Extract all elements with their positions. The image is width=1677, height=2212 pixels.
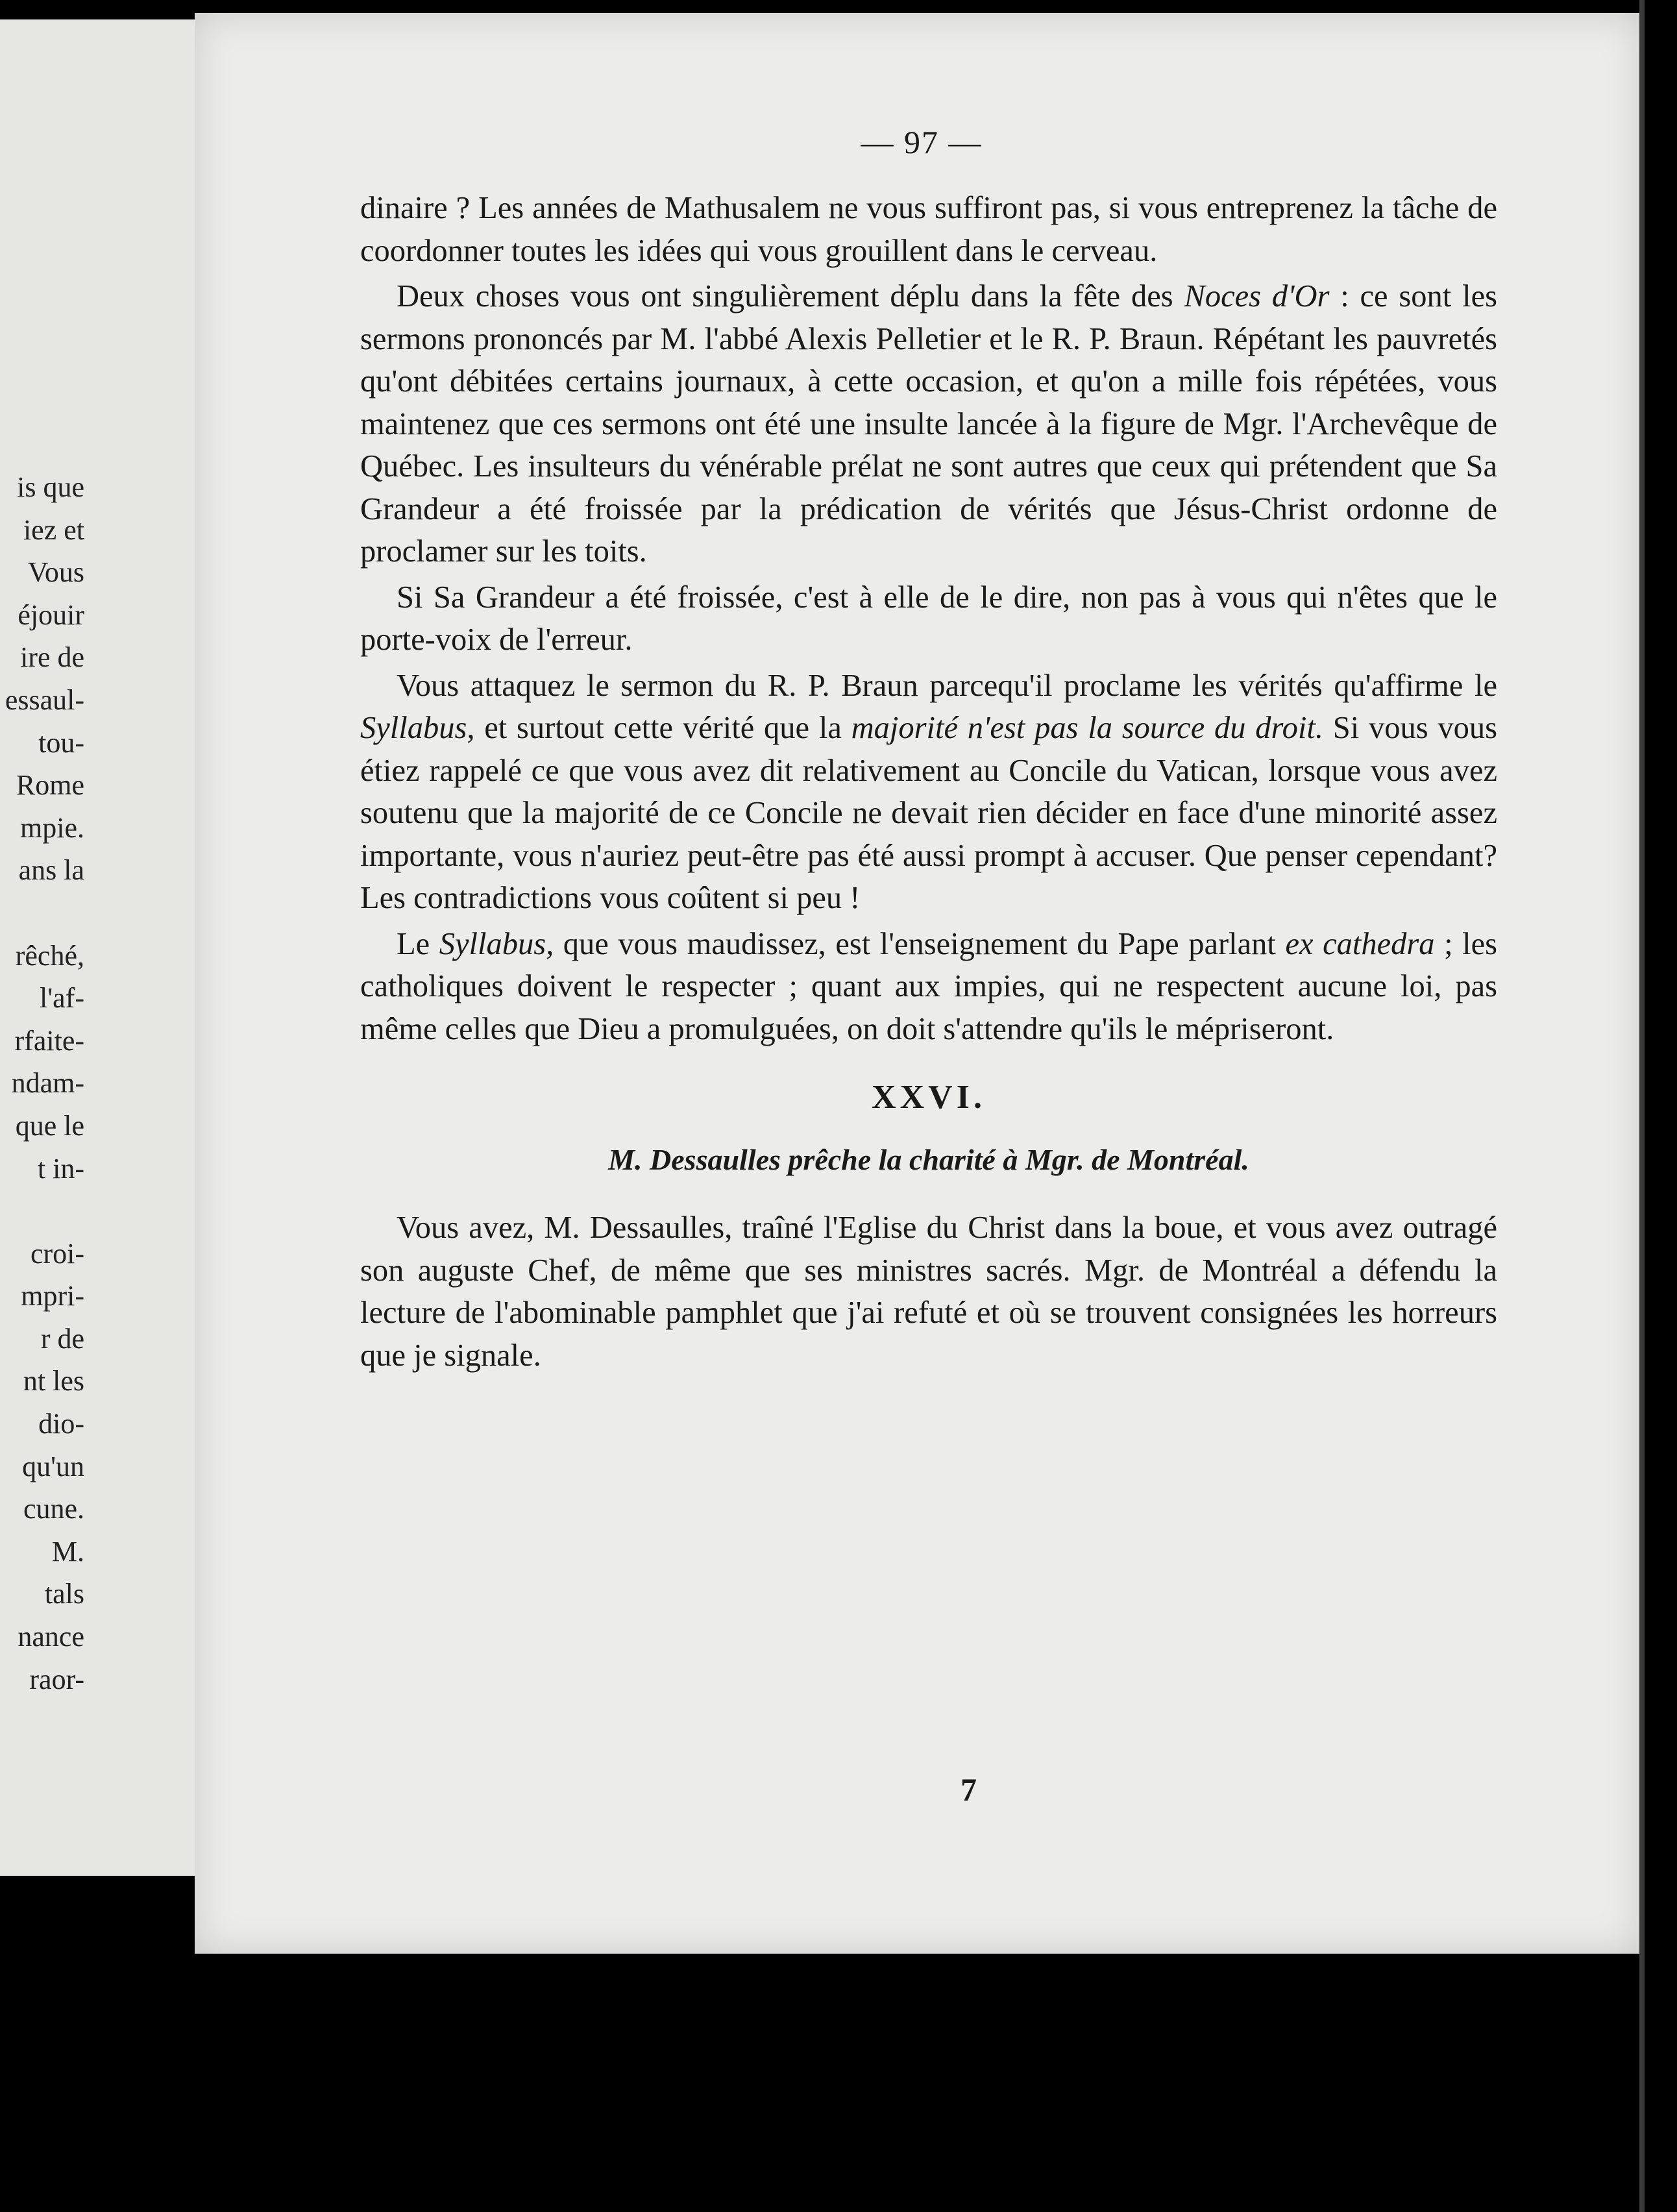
previous-page-line: M.	[51, 1535, 84, 1567]
previous-page-line: iez et	[23, 513, 84, 546]
previous-page-line: dio-	[38, 1408, 84, 1440]
previous-page-line: ire de	[20, 641, 84, 674]
previous-page-line: nance	[18, 1621, 84, 1653]
previous-page-line: l'af-	[40, 982, 84, 1014]
previous-page-line: éjouir	[18, 598, 84, 631]
paragraphs-before-section	[360, 187, 1497, 1050]
previous-page-line: raor-	[29, 1663, 84, 1695]
previous-page-fragment	[0, 19, 218, 1876]
previous-page-line: essaul-	[5, 683, 84, 716]
previous-page-line: mpie.	[20, 811, 84, 844]
text-run: dinaire ? Les années de Mathusalem ne vous suffiront pas, si vous entreprenez la tâche de coordonner toutes les idées qui vous grouillent dans le cerveau.	[360, 191, 1497, 268]
previous-page-line: rêché,	[15, 939, 84, 972]
previous-page-line: qu'un	[22, 1450, 84, 1482]
italic-text: Syllabus,	[439, 926, 554, 961]
text-run: Si vous vous étiez rappelé ce que vous avez dit relativement au Concile du Vatican, lorsque vous avez soutenu que la majorité de ce Concile ne devait rien décider en face d'une minorité assez importante, vous n'auriez peut-être pas été aussi prompt à accuser. Que penser cependant? Les contradictions vous coûtent si peu !	[360, 711, 1497, 915]
section-paragraphs	[360, 1207, 1497, 1377]
text-run: Vous avez, M. Dessaulles, traîné l'Eglise du Christ dans la boue, et vous avez outragé son auguste Chef, de même que ses ministres sacrés. Mgr. de Montréal a défendu la lecture de l'abominable pamphlet que j'ai refuté et où se trouvent consignées les horreurs que je signale.	[360, 1210, 1497, 1373]
text-run: ; les catholiques doivent le respecter ; quant aux impies, qui ne respectent aucune loi, pas même celles que Dieu a promulguées, on doit s'attendre qu'ils le mépriseront.	[360, 926, 1497, 1046]
previous-page-line: ans la	[18, 854, 84, 887]
previous-page-line: t in-	[37, 1152, 84, 1185]
text-run: Deux choses vous ont singulièrement déplu dans la fête des	[397, 279, 1184, 313]
paragraph	[360, 576, 1497, 661]
previous-page-line: Vous	[27, 556, 84, 589]
italic-text: majorité n'est pas la source du droit.	[851, 711, 1323, 745]
text-run: et surtout cette vérité que la	[474, 711, 851, 745]
previous-page-line	[0, 892, 84, 935]
section-title: M. Dessaulles prêche la charité à Mgr. de Montréal.	[608, 1142, 1249, 1176]
section-number: XXVI.	[872, 1079, 986, 1116]
previous-page-line: Rome	[16, 769, 84, 802]
previous-page-text	[0, 466, 84, 1701]
previous-page-line: tals	[44, 1578, 84, 1610]
paragraph	[360, 275, 1497, 573]
italic-text: ex cathedra	[1285, 926, 1435, 961]
paragraph	[360, 1207, 1497, 1377]
text-run: : ce sont les sermons prononcés par M. l'abbé Alexis Pelletier et le R. P. Braun. Répétant les pauvretés qu'ont débitées certains journaux, à cette occasion, et qu'on a mille fois répétées, vous maintenez que ces sermons ont été une insulte lancée à la figure de Mgr. l'Archevêque de Québec. Les insulteurs du vénérable prélat ne sont autres que ceux qui prétendent que Sa Grandeur a été froissée par la prédication de vérités que Jésus-Christ ordonne de proclamer sur les toits.	[360, 279, 1497, 569]
text-run: Vous attaquez le sermon du R. P. Braun parcequ'il proclame les vérités qu'affirme le	[397, 668, 1497, 703]
previous-page-line: croi-	[30, 1237, 84, 1270]
text-run: que vous maudissez, est l'enseignement du Pape parlant	[554, 926, 1286, 961]
previous-page-line: r de	[40, 1322, 84, 1355]
previous-page-line: que le	[15, 1109, 84, 1142]
text-run: Le	[397, 926, 439, 961]
text-run: Si Sa Grandeur a été froissée, c'est à elle de le dire, non pas à vous qui n'êtes que le porte-voix de l'erreur.	[360, 580, 1497, 657]
signature-mark: 7	[961, 1771, 977, 1808]
italic-text: Syllabus,	[360, 711, 475, 745]
page-number: — 97 —	[861, 124, 983, 160]
previous-page-line: ndam-	[11, 1067, 84, 1100]
previous-page-line: mpri-	[21, 1280, 84, 1312]
previous-page-line: nt les	[23, 1365, 84, 1397]
previous-page-line: rfaite-	[14, 1024, 84, 1057]
previous-page-line: tou-	[38, 726, 84, 759]
paragraph	[360, 187, 1497, 272]
previous-page-line: cune.	[23, 1493, 84, 1525]
italic-text: Noces d'Or	[1184, 279, 1330, 313]
previous-page-line	[0, 1190, 84, 1233]
paragraph	[360, 665, 1497, 920]
previous-page-line: is que	[17, 471, 84, 503]
body-text	[360, 187, 1497, 1377]
page-edge-shadow	[1639, 0, 1645, 2212]
page	[195, 13, 1642, 1954]
paragraph	[360, 923, 1497, 1051]
